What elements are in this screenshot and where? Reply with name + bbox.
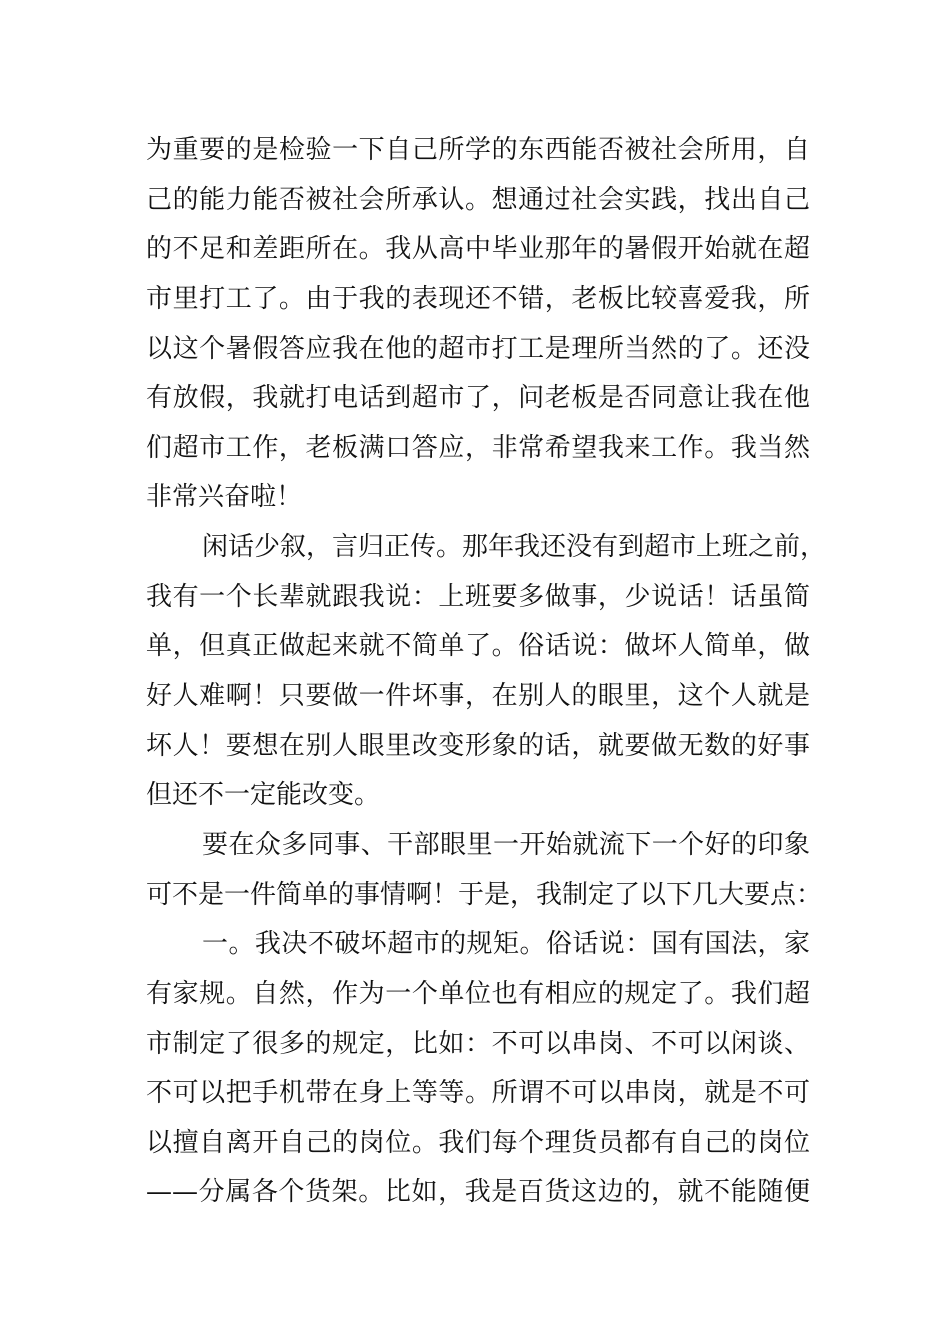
text-line: 不可以把手机带在身上等等。所谓不可以串岗，就是不可 [146, 1078, 810, 1109]
text-line: 闲话少叙，言归正传。那年我还没有到超市上班之前， [202, 532, 827, 563]
text-line: 以这个暑假答应我在他的超市打工是理所当然的了。还没 [146, 333, 810, 364]
text-line: 市里打工了。由于我的表现还不错，老板比较喜爱我，所 [146, 283, 810, 314]
text-line: 有家规。自然，作为一个单位也有相应的规定了。我们超 [146, 978, 810, 1009]
text-line: 有放假，我就打电话到超市了，问老板是否同意让我在他 [146, 383, 810, 414]
text-line: 的不足和差距所在。我从高中毕业那年的暑假开始就在超 [146, 234, 810, 265]
body-text [146, 126, 827, 1218]
text-line: 己的能力能否被社会所承认。想通过社会实践，找出自己 [146, 184, 810, 215]
text-line: 要在众多同事、干部眼里一开始就流下一个好的印象 [202, 829, 810, 860]
text-line: 单，但真正做起来就不简单了。俗话说：做坏人简单，做 [146, 631, 810, 662]
text-line: 一。我决不破坏超市的规矩。俗话说：国有国法，家 [202, 929, 810, 960]
text-line: 为重要的是检验一下自己所学的东西能否被社会所用，自 [146, 135, 810, 165]
text-line: 们超市工作，老板满口答应，非常希望我来工作。我当然 [146, 432, 810, 463]
text-line: 我有一个长辈就跟我说：上班要多做事，少说话！话虽简 [146, 581, 810, 612]
text-line: ——分属各个货架。比如，我是百货这边的，就不能随便 [146, 1177, 810, 1208]
text-line: 但还不一定能改变。 [146, 780, 381, 811]
text-line: 好人难啊！只要做一件坏事，在别人的眼里，这个人就是 [146, 681, 810, 712]
text-line: 坏人！要想在别人眼里改变形象的话，就要做无数的好事 [146, 730, 810, 761]
text-line: 可不是一件简单的事情啊！于是，我制定了以下几大要点： [146, 879, 823, 910]
text-line: 以擅自离开自己的岗位。我们每个理货员都有自己的岗位 [146, 1127, 810, 1158]
text-line: 市制定了很多的规定，比如：不可以串岗、不可以闲谈、 [146, 1028, 810, 1059]
text-line: 非常兴奋啦！ [146, 482, 303, 513]
